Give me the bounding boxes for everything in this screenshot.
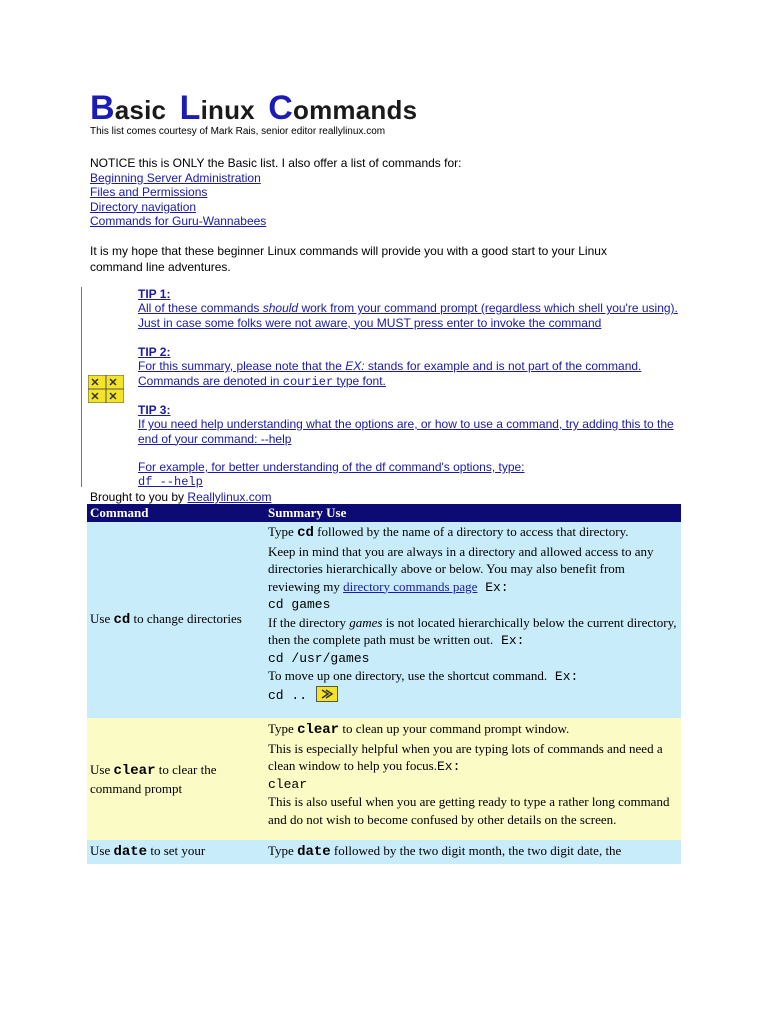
credit-line: This list comes courtesy of Mark Rais, senior editor reallylinux.com bbox=[90, 126, 386, 137]
tip-3-heading: TIP 3 bbox=[138, 402, 167, 417]
command-clear: clear bbox=[113, 762, 156, 779]
topic-links bbox=[90, 171, 690, 229]
tip-2-text-b: stands for example and is not part of the command. Commands are denoted in bbox=[138, 359, 642, 388]
table-header-row bbox=[87, 504, 681, 522]
tip-2-emphasis: EX: bbox=[345, 359, 365, 373]
cell-summary: Type date followed by the two digit month, the two digit date, the bbox=[265, 840, 681, 864]
commands-table bbox=[87, 504, 681, 864]
title-word-linux: inux bbox=[200, 95, 255, 125]
tip-3-text-a: If you need help understanding what the options are, or how to use a command, try adding this to the end of your command: --help bbox=[138, 417, 674, 446]
intro-paragraph: It is my hope that these beginner Linux commands will provide you with a good start to your Linux command line adventures. bbox=[90, 243, 607, 274]
title-initial-c: C bbox=[268, 89, 294, 127]
header-summary-use: Summary Use bbox=[265, 504, 681, 522]
tip-2-code: courier bbox=[282, 374, 334, 389]
page-title bbox=[90, 89, 690, 127]
cell-summary: Type clear to clean up your command prompt window. This is especially helpful when you are typing lots of commands and need a clean window to help you focus.Ex: clear This is also useful when you are getting ready to type a rather long command and do not wish to become confused by other details on the screen. bbox=[265, 718, 681, 840]
tip-1-heading: TIP 1 bbox=[138, 286, 167, 301]
title-word-basic: asic bbox=[114, 95, 167, 125]
tip-1: TIP 1: All of these commands should work from your command prompt (regardless which shell you're using). Just in case some folks were not aware, you MUST press enter to invoke the command bbox=[138, 286, 678, 330]
shortcut-arrow-icon bbox=[316, 686, 338, 707]
tips-section bbox=[90, 287, 690, 497]
tip-1-text-a: All of these commands bbox=[138, 301, 263, 315]
tip-2-text-c: type font. bbox=[333, 373, 386, 388]
header-command: Command bbox=[87, 504, 265, 522]
table-row bbox=[87, 718, 681, 840]
table-row bbox=[87, 840, 681, 864]
brought-by-line bbox=[90, 490, 271, 504]
cell-command: Use clear to clear the command prompt bbox=[87, 718, 265, 840]
code-cd-games: cd games bbox=[268, 597, 331, 612]
cell-command: Use date to set your bbox=[87, 840, 265, 864]
cell-summary: Type cd followed by the name of a directory to access that directory. Keep in mind that you are always in a directory and allowed access to any directories hierarchically above or below. You may also benefit from reviewing my directory commands page Ex: cd games If the directory games is not located hierarchically below the current directory, then the complete path must be written out. Ex: cd /usr/games To move up one directory, use the shortcut command. Ex: cd .. bbox=[265, 522, 681, 718]
tip-2-text-a: For this summary, please note that the bbox=[138, 359, 346, 373]
link-guru-wannabees[interactable]: Commands for Guru-Wannabees bbox=[90, 214, 267, 228]
tips-decorative-icon bbox=[88, 375, 126, 403]
link-files-permissions[interactable]: Files and Permissions bbox=[90, 185, 208, 199]
tip-3-text-b: For example, for better understanding of the df command's options, type: bbox=[138, 460, 525, 474]
code-clear: clear bbox=[268, 776, 308, 792]
link-directory-navigation[interactable]: Directory navigation bbox=[90, 199, 197, 214]
tip-2-heading: TIP 2 bbox=[138, 344, 167, 359]
tip-1-text-b: work from your command prompt (regardless which shell you're using). Just in case some folks were not aware, you MUST press enter to invoke the command bbox=[138, 301, 678, 330]
link-beginning-server-admin[interactable]: Beginning Server Administration bbox=[90, 170, 261, 185]
table-row bbox=[87, 522, 681, 718]
reallylinux-link[interactable]: Reallylinux.com bbox=[187, 490, 272, 504]
brought-by-text: Brought to you by bbox=[90, 490, 188, 504]
title-initial-b: B bbox=[90, 89, 115, 127]
code-cd-dotdot: cd .. bbox=[268, 687, 308, 703]
tip-1-emphasis: should bbox=[262, 301, 299, 315]
tip-2: TIP 2: For this summary, please note that the EX: stands for example and is not part of the command. Commands are denoted in courier type font. bbox=[138, 344, 642, 389]
document bbox=[90, 89, 690, 860]
tips-divider bbox=[81, 287, 82, 487]
tip-3-code: df --help bbox=[138, 474, 203, 489]
directory-commands-link[interactable]: directory commands page bbox=[343, 578, 478, 594]
command-cd: cd bbox=[113, 612, 131, 629]
command-date: date bbox=[113, 844, 148, 860]
cell-command: Use cd to change directories bbox=[87, 522, 265, 718]
notice-text: NOTICE this is ONLY the Basic list. I also offer a list of commands for: bbox=[90, 156, 462, 170]
title-word-commands: ommands bbox=[293, 95, 418, 125]
code-cd-usr-games: cd /usr/games bbox=[268, 650, 370, 666]
title-initial-l: L bbox=[179, 89, 201, 127]
tip-3: TIP 3: If you need help understanding what the options are, or how to use a command, try adding this to the end of your command: --help For example, for better understanding of the df command's options, type: df --help bbox=[138, 403, 686, 490]
